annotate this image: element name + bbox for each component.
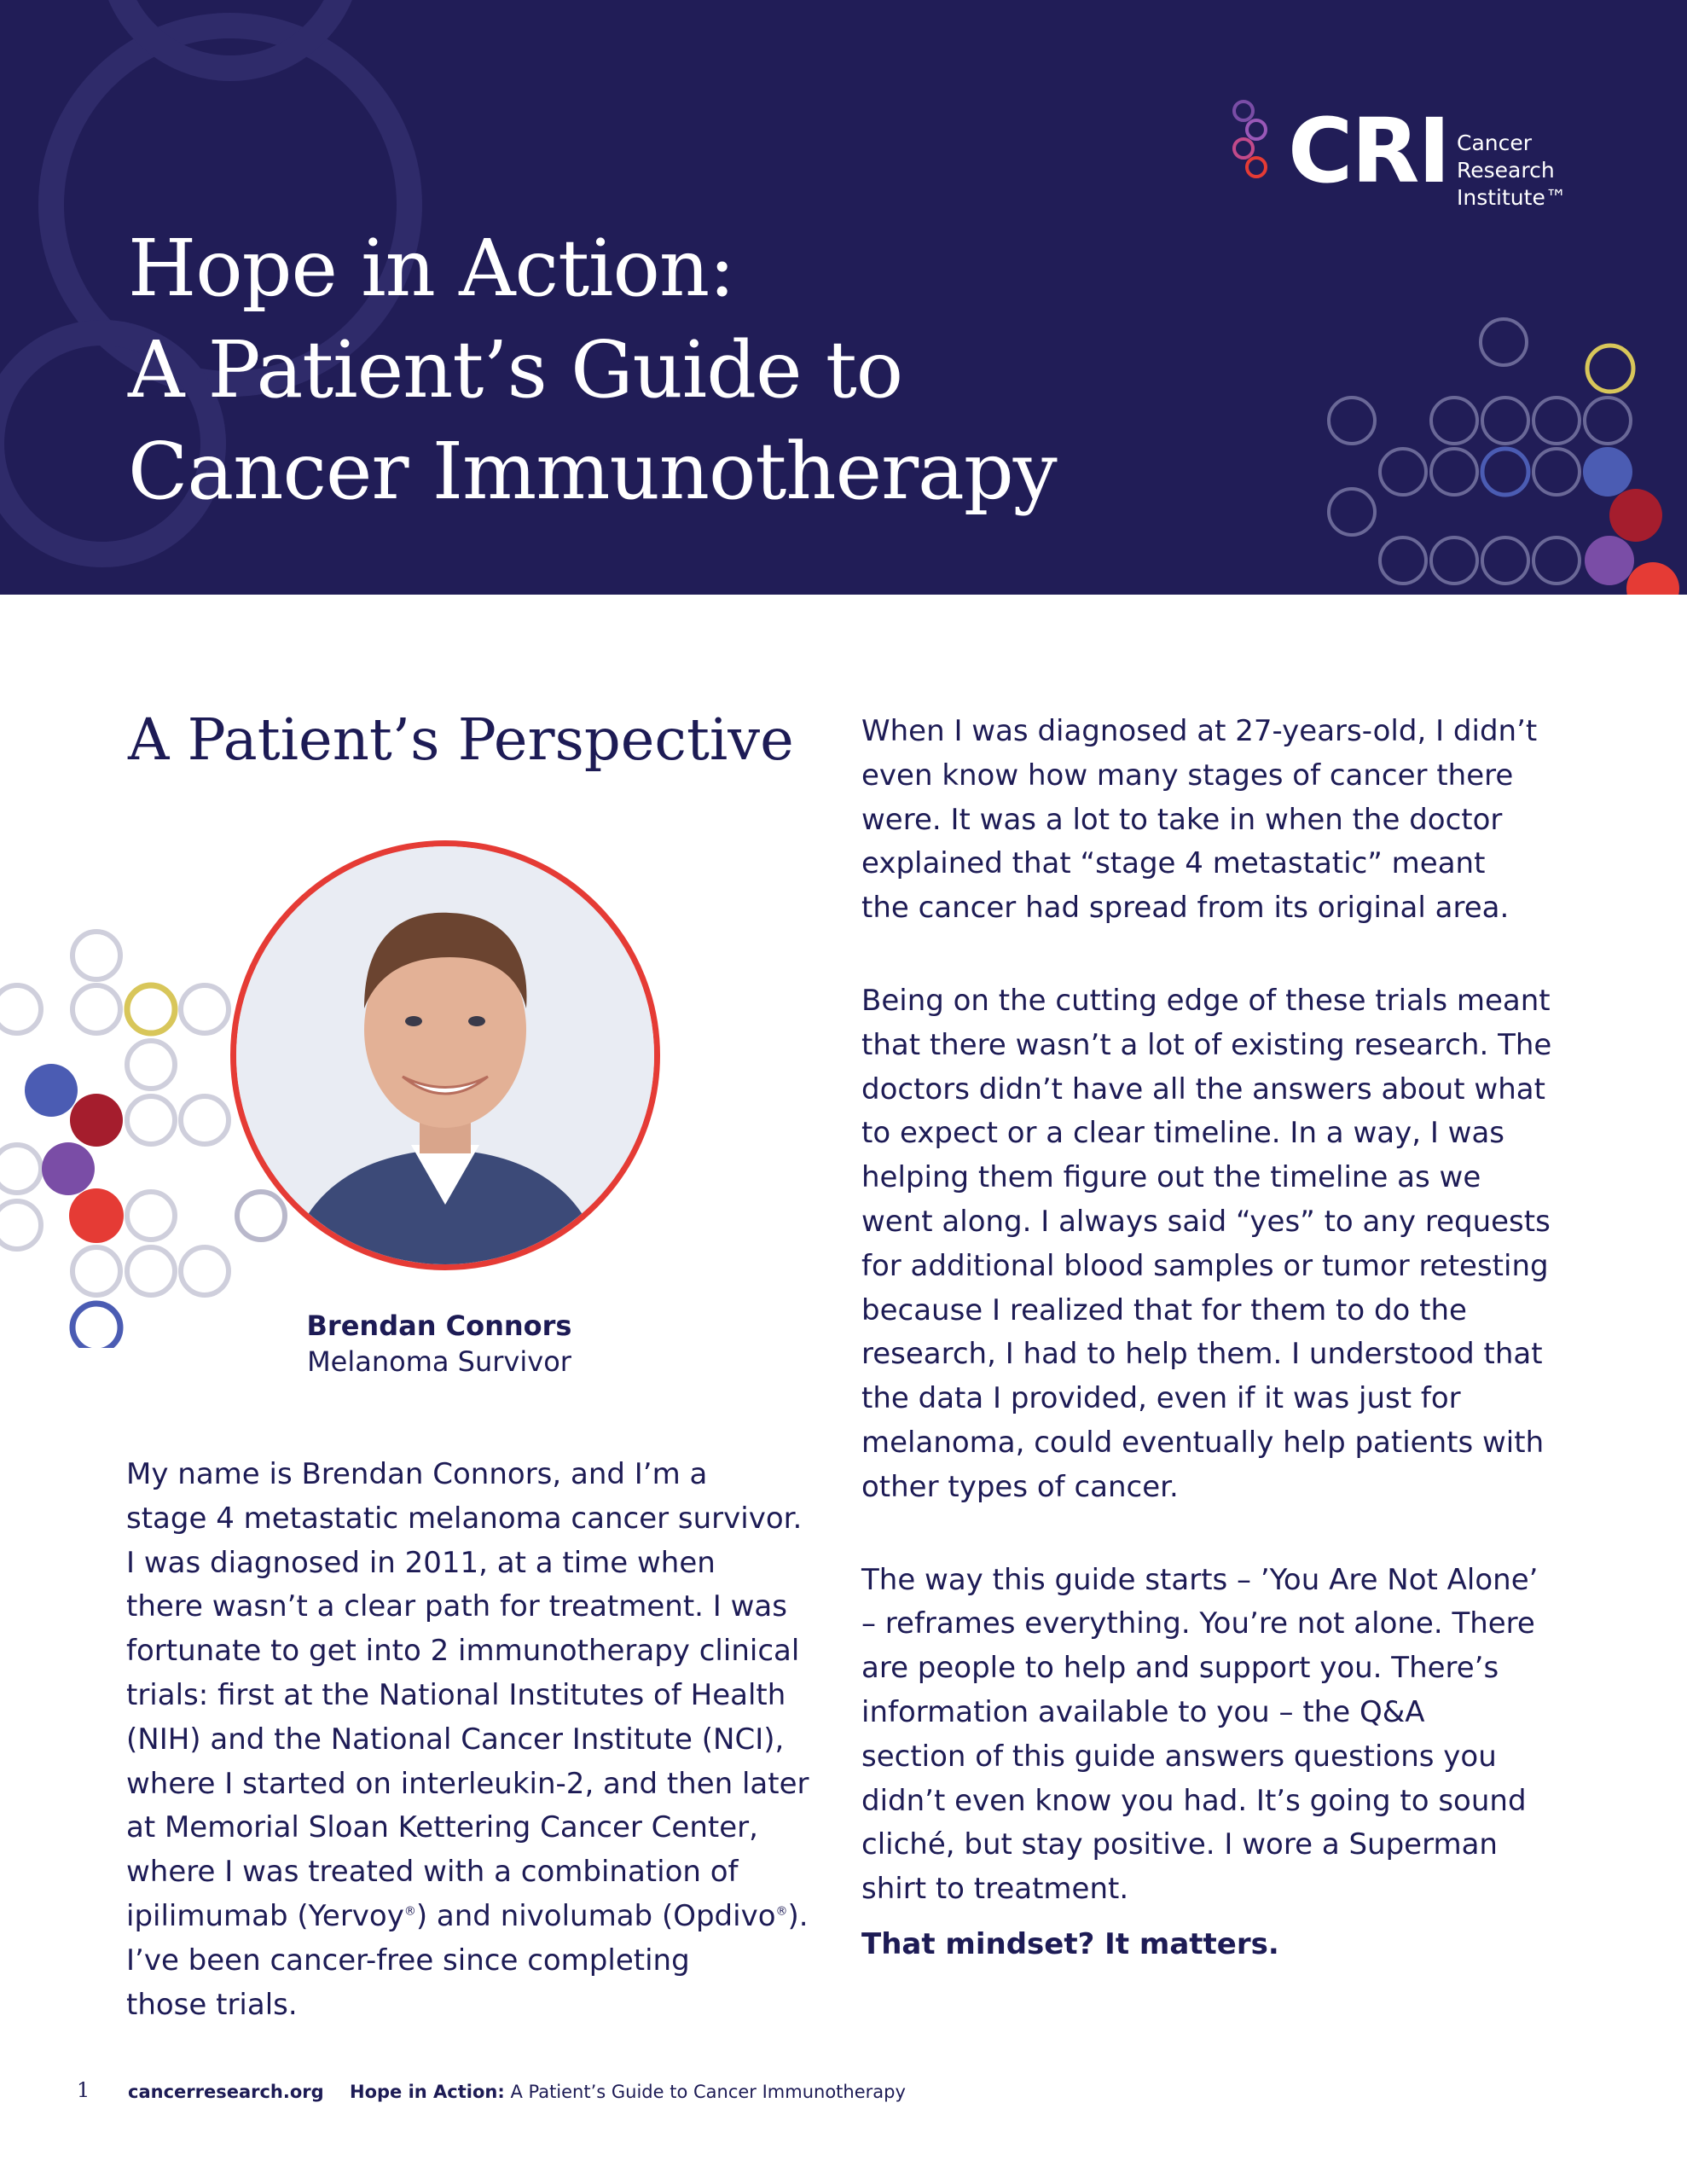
- body-line: helping them figure out the timeline as we: [861, 1160, 1481, 1195]
- body-line: to expect or a clear timeline. In a way, I was: [861, 1116, 1505, 1151]
- body-line: where I was treated with a combination of: [126, 1855, 739, 1890]
- body-line: went along. I always said “yes” to any requests: [861, 1204, 1551, 1239]
- profile-name: Brendan Connors: [306, 1310, 572, 1342]
- profile-caption: [213, 1308, 665, 1380]
- body-line: stage 4 metastatic melanoma cancer survivor.: [126, 1501, 803, 1536]
- body-line: The way this guide starts – ’You Are Not Alone’: [861, 1562, 1539, 1597]
- logo-acronym: CRI: [1288, 99, 1450, 203]
- body-line: research, I had to help them. I understood that: [861, 1337, 1543, 1372]
- body-line: – reframes everything. You’re not alone. There: [861, 1606, 1535, 1641]
- page-footer: [77, 2078, 1612, 2112]
- drug-text-2: ) and nivolumab (Opdivo: [415, 1898, 776, 1933]
- body-line: section of this guide answers questions you: [861, 1739, 1497, 1774]
- logo-mark-icon: [1228, 96, 1288, 189]
- body-line: I’ve been cancer-free since completing: [126, 1943, 690, 1978]
- body-line: When I was diagnosed at 27-years-old, I didn’t: [861, 714, 1538, 748]
- logo-name-line-2: Research: [1457, 158, 1555, 183]
- body-line: I was diagnosed in 2011, at a time when: [126, 1545, 716, 1580]
- body-line: are people to help and support you. There’s: [861, 1651, 1499, 1686]
- body-line: doctors didn’t have all the answers about what: [861, 1072, 1545, 1107]
- body-line: shirt to treatment.: [861, 1872, 1129, 1907]
- page-number: 1: [77, 2078, 90, 2102]
- body-line: for additional blood samples or tumor retesting: [861, 1248, 1549, 1283]
- logo-name: [1457, 130, 1567, 212]
- body-line: explained that “stage 4 metastatic” meant: [861, 846, 1486, 881]
- hero-title-line-3: Cancer Immunotherapy: [128, 426, 1057, 517]
- hero-title-line-1: Hope in Action:: [128, 223, 735, 314]
- portrait-photo-icon: [236, 846, 654, 1264]
- body-line: (NIH) and the National Cancer Institute (NCI),: [126, 1722, 785, 1757]
- hero-title-line-2: A Patient’s Guide to: [128, 324, 903, 415]
- body-line: melanoma, could eventually help patients with: [861, 1425, 1545, 1460]
- right-column-text: [861, 710, 1586, 2016]
- closing-statement: That mindset? It matters.: [861, 1926, 1279, 1961]
- left-column-text: [126, 1453, 836, 2027]
- hero-title: [128, 218, 1057, 522]
- body-line: trials: first at the National Institutes of Health: [126, 1677, 786, 1712]
- body-line: where I started on interleukin-2, and then later: [126, 1766, 809, 1801]
- body-line: information available to you – the Q&A: [861, 1694, 1425, 1729]
- logo-name-line-3: Institute™: [1457, 185, 1567, 210]
- body-line: the data I provided, even if it was just for: [861, 1381, 1461, 1416]
- paragraph-guide: [861, 1559, 1586, 1912]
- drug-text-1: ipilimumab (Yervoy: [126, 1898, 404, 1933]
- registered-mark: ®: [775, 1904, 788, 1919]
- body-line: that there wasn’t a lot of existing research. The: [861, 1027, 1552, 1062]
- header-banner: [0, 0, 1687, 595]
- paragraph-diagnosis: [861, 710, 1586, 931]
- footer-site-link[interactable]: cancerresearch.org: [128, 2082, 324, 2102]
- footer-guide-title: [350, 2082, 906, 2102]
- body-line: even know how many stages of cancer there: [861, 758, 1514, 793]
- profile-role: Melanoma Survivor: [307, 1345, 571, 1378]
- body-line: cliché, but stay positive. I wore a Superman: [861, 1827, 1498, 1862]
- body-line: those trials.: [126, 1987, 298, 2022]
- body-line: because I realized that for them to do the: [861, 1292, 1467, 1327]
- cri-logo[interactable]: [1228, 96, 1569, 215]
- logo-name-line-1: Cancer: [1457, 131, 1533, 155]
- paragraph-trials: [861, 979, 1586, 1510]
- section-title: A Patient’s Perspective: [128, 706, 794, 773]
- body-line: the cancer had spread from its original area.: [861, 891, 1510, 926]
- footer-guide-bold: Hope in Action:: [350, 2082, 505, 2102]
- body-line: were. It was a lot to take in when the doctor: [861, 802, 1503, 837]
- body-line: Being on the cutting edge of these trials meant: [861, 983, 1551, 1018]
- profile-photo: [230, 840, 660, 1270]
- body-line: other types of cancer.: [861, 1469, 1179, 1504]
- body-line: there wasn’t a clear path for treatment. I was: [126, 1589, 787, 1624]
- footer-guide-rest: A Patient’s Guide to Cancer Immunotherapy: [504, 2082, 906, 2102]
- drug-text-3: ).: [787, 1898, 809, 1933]
- body-line: fortunate to get into 2 immunotherapy clinical: [126, 1634, 800, 1669]
- body-line: at Memorial Sloan Kettering Cancer Center,: [126, 1810, 758, 1845]
- body-line: My name is Brendan Connors, and I’m a: [126, 1457, 708, 1491]
- body-line: didn’t even know you had. It’s going to sound: [861, 1783, 1527, 1818]
- body-line-drugs: [126, 1895, 836, 1939]
- registered-mark: ®: [403, 1904, 416, 1919]
